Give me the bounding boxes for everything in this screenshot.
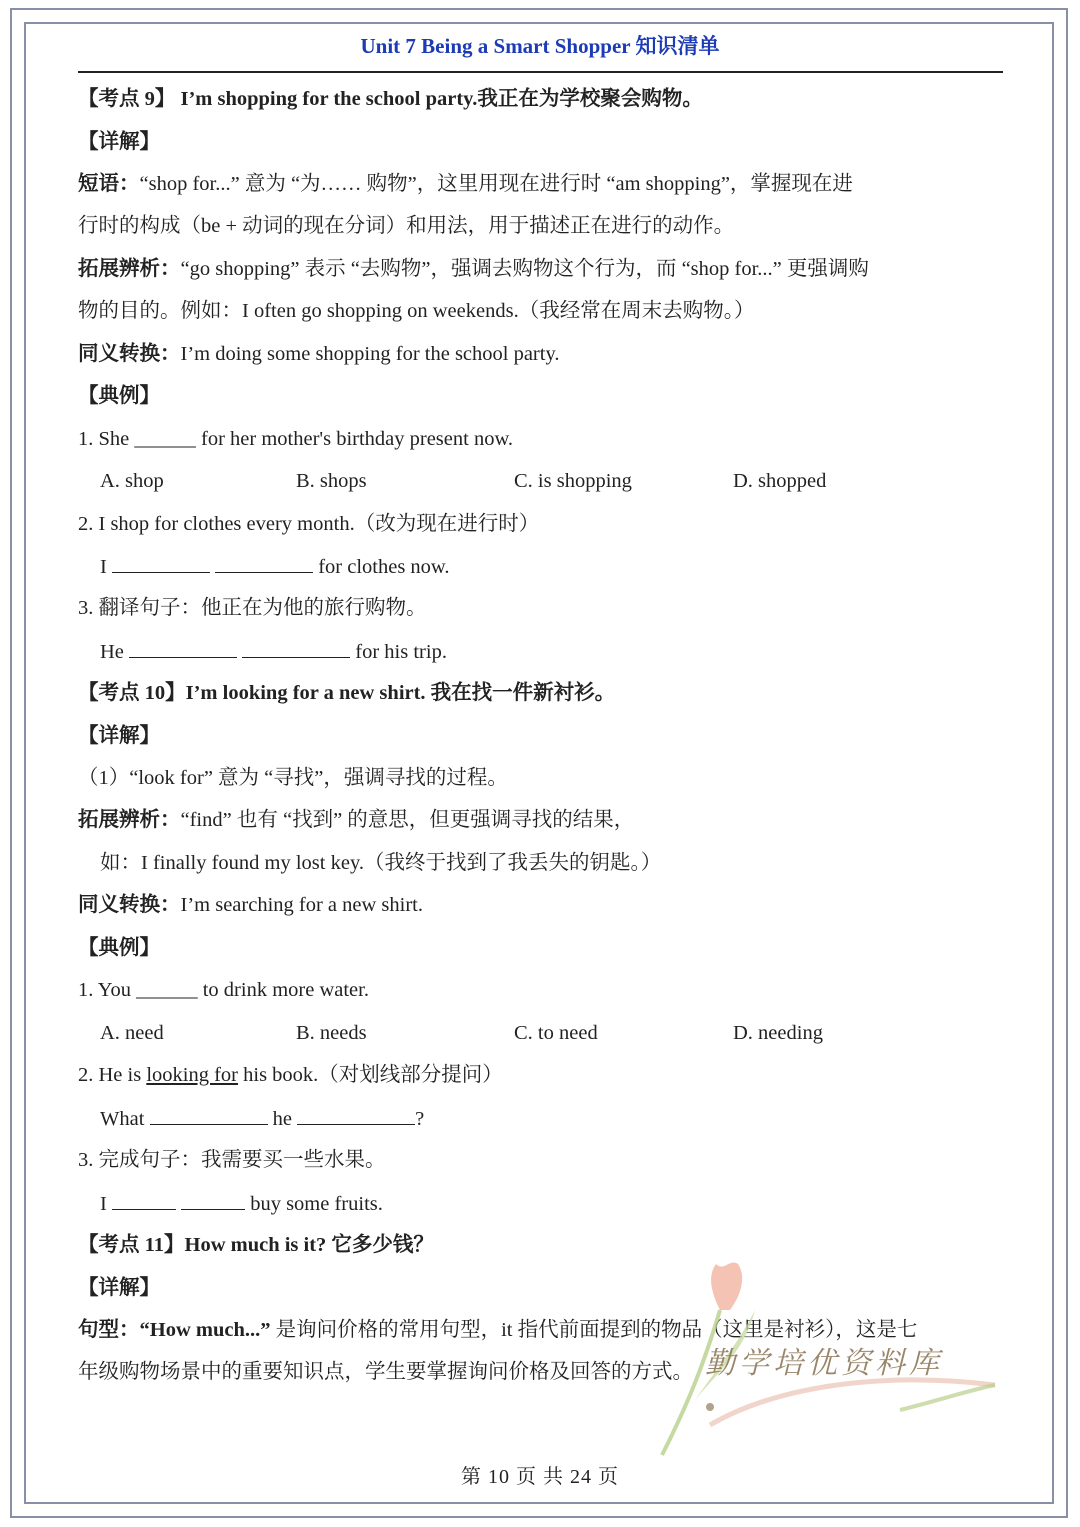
kp9-q3-answer-end: for his trip. <box>355 641 447 663</box>
kp10-ext-text: “find” 也有 “找到” 的意思，但更强调寻找的结果， <box>180 809 635 831</box>
kp11-detail-heading: 【详解】 <box>78 1277 160 1299</box>
kp9-title: 【考点 9】 I’m shopping for the school party.我正在为学校聚会购物。 <box>78 88 703 110</box>
kp10-q2-end: his book.（对划线部分提问） <box>238 1064 503 1086</box>
kp10-q1-option-c: C. to need <box>514 1022 598 1044</box>
kp9-syn-line <box>78 340 560 368</box>
kp9-ext-line <box>78 255 869 283</box>
kp10-detail-heading: 【详解】 <box>78 725 160 747</box>
answer-blank[interactable] <box>215 552 313 573</box>
kp9-phrase-text2: 行时的构成（be + 动词的现在分词）和用法，用于描述正在进行的动作。 <box>78 215 735 237</box>
kp9-q3-answer-start: He <box>100 641 124 663</box>
kp9-phrase-line <box>78 170 853 198</box>
kp10-q3-answer-line <box>100 1189 383 1218</box>
kp9-q1-option-b: B. shops <box>296 470 367 492</box>
kp9-q2-answer-start: I <box>100 556 107 578</box>
kp9-q2-answer-end: for clothes now. <box>318 556 450 578</box>
kp9-detail-heading: 【详解】 <box>78 131 160 153</box>
page-footer: 第 10 页 共 24 页 <box>461 1466 619 1488</box>
kp10-q1-option-d: D. needing <box>733 1022 823 1044</box>
kp9-q1: 1. She ______ for her mother's birthday present now. <box>78 428 514 450</box>
kp10-syn-label: 同义转换： <box>78 894 181 916</box>
kp9-q3: 3. 翻译句子：他正在为他的旅行购物。 <box>78 597 427 619</box>
kp10-syn-line <box>78 891 423 919</box>
kp10-ext-line <box>78 806 634 834</box>
answer-blank[interactable] <box>112 552 210 573</box>
kp9-q2-answer-line <box>100 552 450 581</box>
kp9-ext-text: “go shopping” 表示 “去购物”，强调去购物这个行为，而 “shop for...” 更强调购 <box>180 258 869 280</box>
answer-blank[interactable] <box>297 1104 415 1125</box>
answer-blank[interactable] <box>129 637 237 658</box>
kp9-q1-option-a: A. shop <box>100 470 164 492</box>
answer-blank[interactable] <box>181 1189 245 1210</box>
answer-blank[interactable] <box>242 637 350 658</box>
kp11-pattern-text: 是询问价格的常用句型，it 指代前面提到的物品（这里是衬衫），这是七 <box>270 1319 918 1341</box>
answer-blank[interactable] <box>112 1189 176 1210</box>
kp11-pattern-text2: 年级购物场景中的重要知识点，学生要掌握询问价格及回答的方式。 <box>78 1361 693 1383</box>
kp9-syn-text: I’m doing some shopping for the school party. <box>180 343 560 365</box>
kp9-q1-option-c: C. is shopping <box>514 470 632 492</box>
kp10-example-heading: 【典例】 <box>78 937 160 959</box>
kp10-syn-text: I’m searching for a new shirt. <box>180 894 423 916</box>
kp10-q2-answer-what: What <box>100 1108 145 1130</box>
kp10-q2-answer-line <box>100 1104 424 1133</box>
kp10-q1-option-a: A. need <box>100 1022 164 1044</box>
kp11-pattern-bold: “How much...” <box>139 1319 271 1341</box>
watermark-text: 勤学培优资料库 <box>705 1347 943 1380</box>
page-header-title: Unit 7 Being a Smart Shopper 知识清单 <box>360 34 720 58</box>
kp9-q2: 2. I shop for clothes every month.（改为现在进行时） <box>78 513 540 535</box>
kp9-example-heading: 【典例】 <box>78 385 160 407</box>
kp9-ext-text2: 物的目的。例如：I often go shopping on weekends.（我经常在周末去购物。） <box>78 300 755 322</box>
kp10-q1: 1. You ______ to drink more water. <box>78 979 369 1001</box>
header-rule <box>78 71 1003 73</box>
kp10-ext-label: 拓展辨析： <box>78 809 181 831</box>
answer-blank[interactable] <box>150 1104 268 1125</box>
kp10-q2-line <box>78 1061 503 1089</box>
kp10-q2-answer-end: ? <box>415 1108 425 1130</box>
kp9-q1-option-d: D. shopped <box>733 470 827 492</box>
kp10-q2-answer-he: he <box>272 1108 293 1130</box>
kp9-ext-label: 拓展辨析： <box>78 258 181 280</box>
kp10-q3: 3. 完成句子：我需要买一些水果。 <box>78 1149 386 1171</box>
kp11-pattern-label: 句型： <box>78 1319 140 1341</box>
kp9-phrase-text: “shop for...” 意为 “为…… 购物”，这里用现在进行时 “am shopping”，掌握现在进 <box>139 173 853 195</box>
kp9-q3-answer-line <box>100 637 447 666</box>
kp9-syn-label: 同义转换： <box>78 343 181 365</box>
kp11-title: 【考点 11】How much is it? 它多少钱？ <box>78 1234 434 1256</box>
kp10-q1-option-b: B. needs <box>296 1022 367 1044</box>
kp10-q2-underlined: looking for <box>146 1064 238 1086</box>
kp10-point1: （1）“look for” 意为 “寻找”，强调寻找的过程。 <box>78 767 508 789</box>
kp10-q2-start: 2. He is <box>78 1064 147 1086</box>
kp9-phrase-label: 短语： <box>78 173 140 195</box>
kp10-ext-example: 如：I finally found my lost key.（我终于找到了我丢失的钥匙。） <box>100 852 662 874</box>
kp10-q3-answer-end: buy some fruits. <box>250 1193 383 1215</box>
kp10-title: 【考点 10】I’m looking for a new shirt. 我在找一件新衬衫。 <box>78 682 616 704</box>
kp10-q3-answer-start: I <box>100 1193 107 1215</box>
